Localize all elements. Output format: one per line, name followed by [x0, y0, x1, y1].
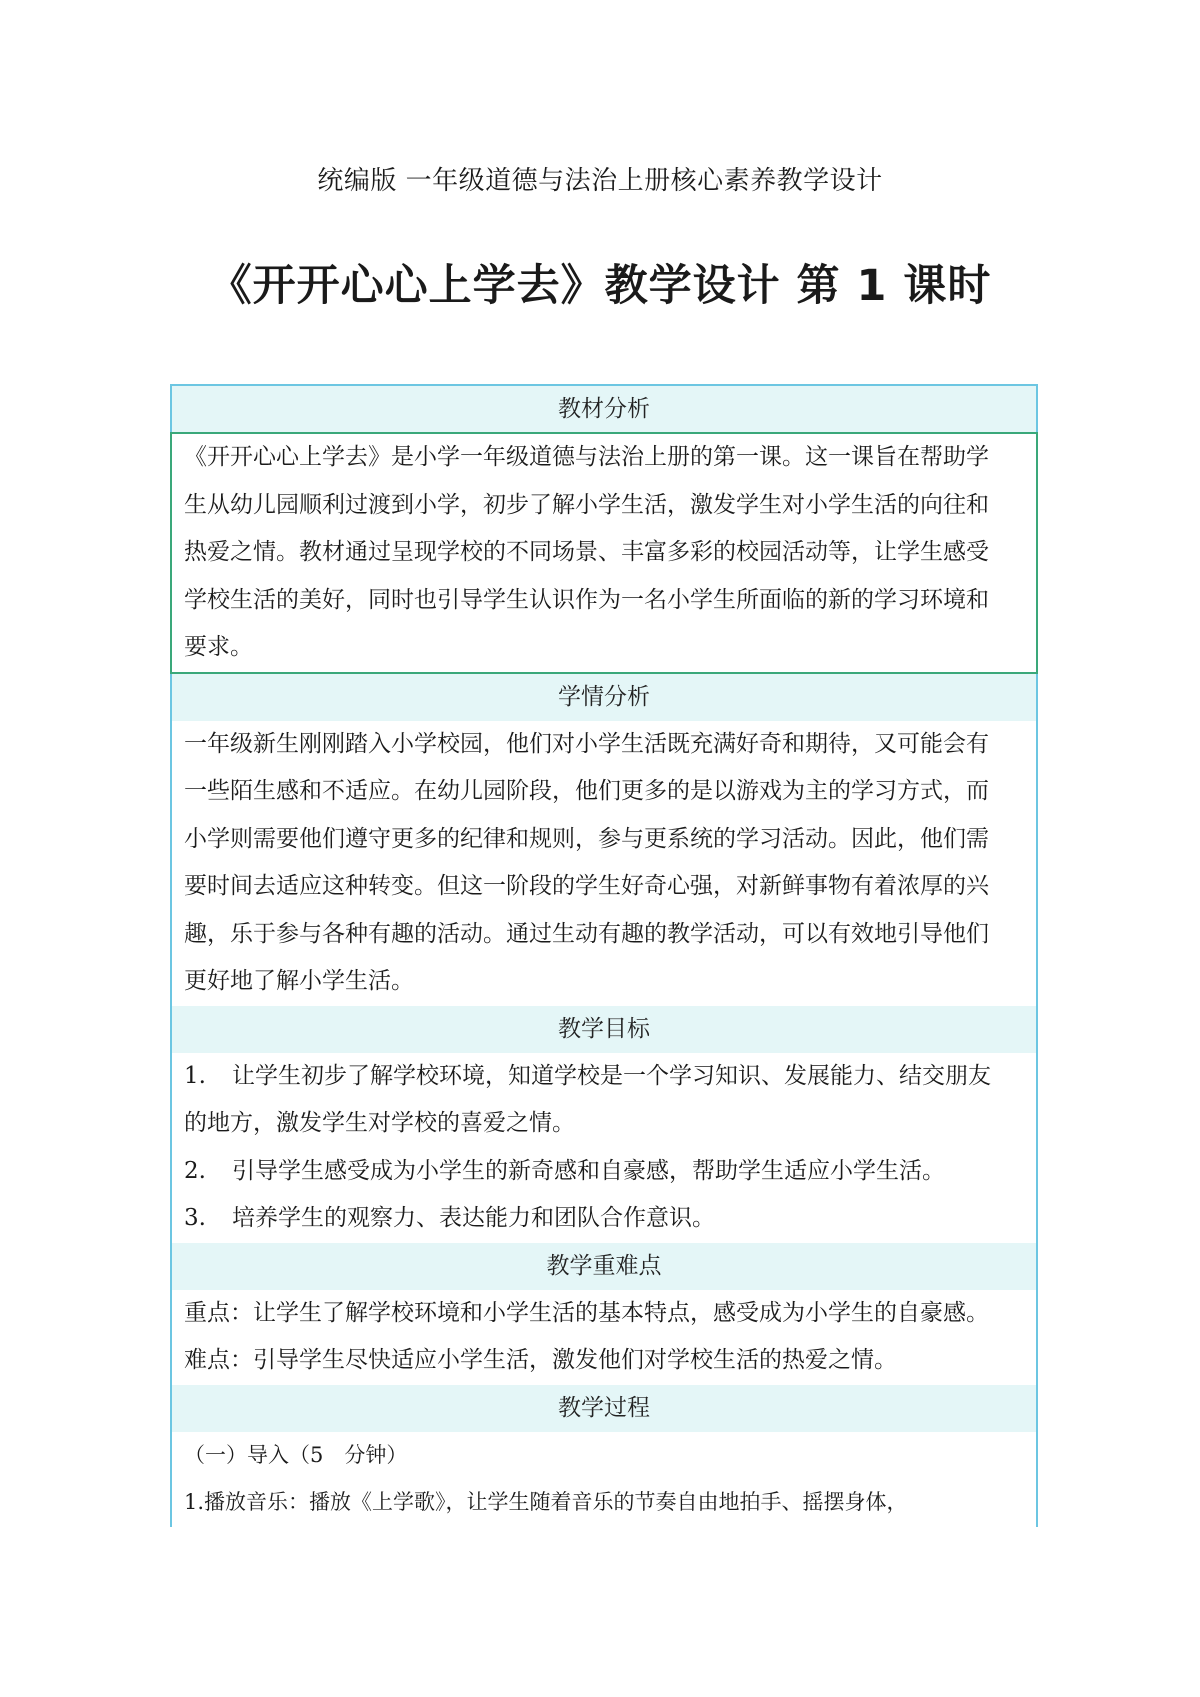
material-line: 《开开心心上学去》是小学一年级道德与法治上册的第一课。这一课旨在帮助学: [184, 444, 989, 470]
goal-text: 培养学生的观察力、表达能力和团队合作意识。: [232, 1205, 715, 1231]
document-title: 《开开心心上学去》教学设计 第 1 课时: [208, 261, 992, 311]
goal-item-1-continued: 的地方，激发学生对学校的喜爱之情。: [184, 1110, 575, 1136]
material-line: 要求。: [184, 634, 253, 660]
student-line: 趣，乐于参与各种有趣的活动。通过生动有趣的教学活动，可以有效地引导他们: [184, 920, 989, 947]
material-line: 生从幼儿园顺利过渡到小学，初步了解小学生活，激发学生对小学生活的向往和: [184, 491, 989, 518]
material-line: 热爱之情。教材通过呈现学校的不同场景、丰富多彩的校园活动等，让学生感受: [184, 539, 989, 565]
key-points-header: 教学重难点: [172, 1243, 1036, 1290]
material-analysis-header: 教材分析: [172, 386, 1036, 433]
goal-number: 2.: [184, 1157, 206, 1184]
student-line: 小学则需要他们遵守更多的纪律和规则，参与更系统的学习活动。因此，他们需: [184, 825, 989, 852]
goal-item-3: [184, 1195, 1026, 1243]
material-line: 学校生活的美好，同时也引导学生认识作为一名小学生所面临的新的学习环境和: [184, 586, 989, 613]
goal-item-1: [184, 1053, 1026, 1101]
student-line: 一些陌生感和不适应。在幼儿园阶段，他们更多的是以游戏为主的学习方式，而: [184, 778, 989, 804]
goal-item-2: [184, 1148, 1026, 1196]
student-analysis-header: 学情分析: [172, 674, 1036, 721]
teaching-process-header: 教学过程: [172, 1385, 1036, 1432]
student-line: 要时间去适应这种转变。但这一阶段的学生好奇心强，对新鲜事物有着浓厚的兴: [184, 873, 989, 899]
goal-number: 3.: [184, 1205, 206, 1231]
student-line: 更好地了解小学生活。: [184, 968, 414, 994]
teaching-process-body: [172, 1432, 1036, 1527]
document-subtitle: 统编版 一年级道德与法治上册核心素养教学设计: [317, 166, 883, 196]
goal-text: 让学生初步了解学校环境，知道学校是一个学习知识、发展能力、结交朋友: [232, 1062, 991, 1089]
material-analysis-box: [170, 432, 1038, 674]
student-analysis-body: [172, 721, 1036, 1006]
key-point: 重点：让学生了解学校环境和小学生活的基本特点，感受成为小学生的自豪感。: [184, 1299, 989, 1326]
student-line: 一年级新生刚刚踏入小学校园，他们对小学生活既充满好奇和期待，又可能会有: [184, 730, 989, 757]
goal-number: 1.: [184, 1062, 206, 1089]
process-step-item: 1.播放音乐：播放《上学歌》，让学生随着音乐的节奏自由地拍手、摇摆身体，: [184, 1490, 908, 1514]
process-step-title: （一）导入（5 分钟）: [184, 1442, 408, 1467]
teaching-goals-header: 教学目标: [172, 1006, 1036, 1053]
difficult-point: 难点：引导学生尽快适应小学生活，激发他们对学校生活的热爱之情。: [184, 1347, 897, 1373]
teaching-goals-body: [172, 1053, 1036, 1243]
lesson-plan-table: [170, 384, 1038, 1527]
goal-text: 引导学生感受成为小学生的新奇感和自豪感，帮助学生适应小学生活。: [232, 1157, 945, 1184]
material-analysis-body: [172, 434, 1036, 672]
key-points-body: [172, 1290, 1036, 1385]
